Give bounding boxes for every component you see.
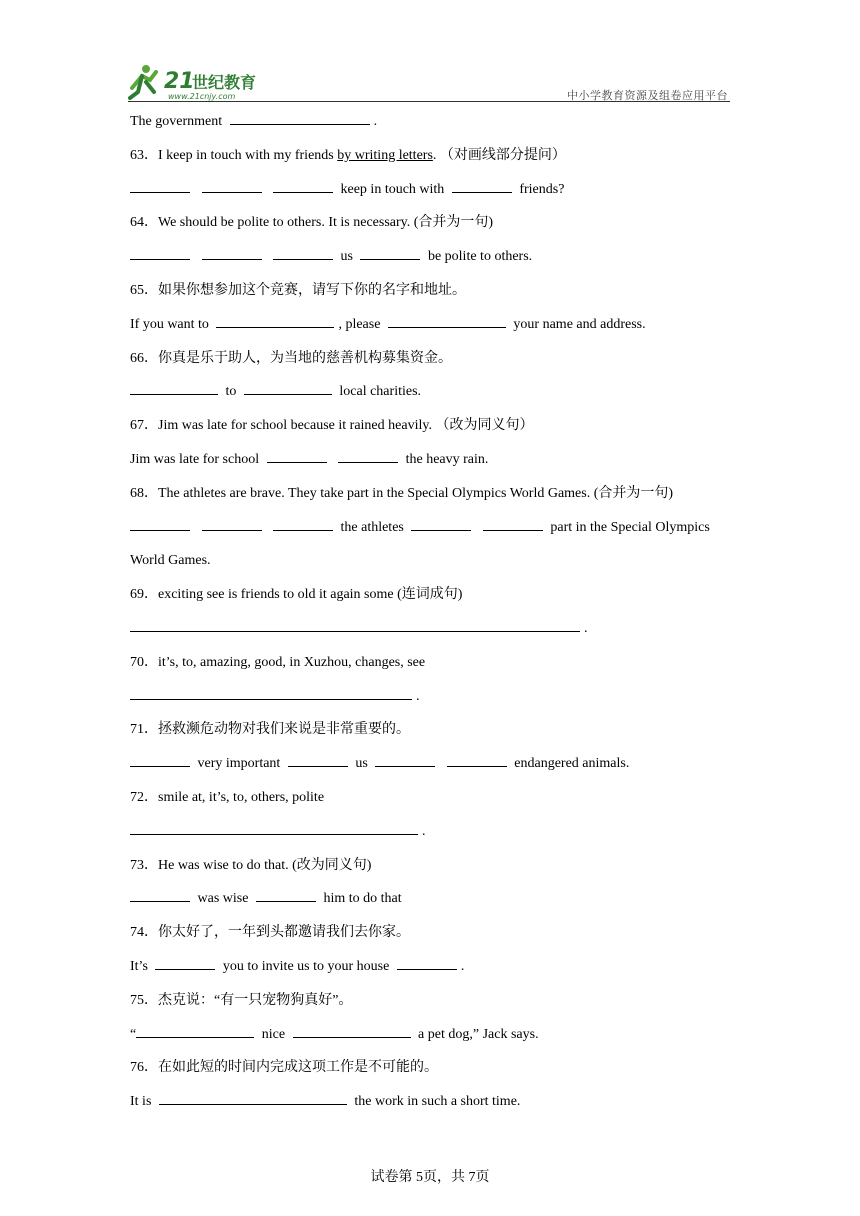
q64-answer-end: be polite to others.: [427, 249, 533, 265]
answer-blank[interactable]: [360, 245, 420, 260]
q74-answer-b: you to invite us to your house: [222, 958, 390, 974]
svg-text:www.21cnjy.com: www.21cnjy.com: [168, 92, 236, 101]
answer-blank[interactable]: [397, 955, 457, 970]
answer-blank[interactable]: [293, 1023, 411, 1038]
q73-answer-b: him to do that: [323, 891, 402, 907]
q63-question: [130, 143, 730, 177]
answer-blank[interactable]: [130, 820, 418, 835]
q66-answer-end: local charities.: [339, 384, 422, 400]
q74-answer-end: .: [460, 958, 465, 974]
answer-blank[interactable]: [130, 887, 190, 902]
q71-answer-us: us: [355, 756, 368, 772]
answer-blank[interactable]: [159, 1090, 347, 1105]
q62-suffix: .: [373, 114, 378, 129]
q65-answer-line: [130, 312, 730, 346]
q66-answer-line: [130, 379, 730, 413]
q65-answer-c: your name and address.: [513, 316, 646, 332]
answer-blank[interactable]: [230, 110, 370, 125]
q63-answer-end: friends?: [519, 181, 565, 197]
q65-answer-b: , please: [338, 316, 381, 332]
q68-answer-line: [130, 515, 730, 549]
answer-blank[interactable]: [130, 685, 412, 700]
answer-blank[interactable]: [273, 178, 333, 193]
q67-question: 67．Jim was late for school because it rained heavily. （改为同义句）: [130, 418, 534, 434]
q64-answer-line: [130, 244, 730, 278]
question-list: [130, 109, 730, 1123]
q71-answer-line: [130, 751, 730, 785]
answer-blank[interactable]: [452, 178, 512, 193]
q65-answer-a: If you want to: [130, 316, 209, 332]
q70-answer-line: [130, 684, 730, 718]
q68-answer-a: the athletes: [340, 519, 404, 535]
q67-answer-a: Jim was late for school: [130, 451, 260, 467]
answer-blank[interactable]: [202, 178, 262, 193]
q71-answer-a: very important: [197, 756, 281, 772]
q75-answer-end: a pet dog,” Jack says.: [418, 1026, 539, 1042]
q76-answer-line: [130, 1089, 730, 1123]
q76-answer-end: the work in such a short time.: [354, 1094, 521, 1110]
q66-answer-to: to: [225, 384, 237, 400]
q67-answer-line: [130, 447, 730, 481]
q75-answer-nice: nice: [261, 1026, 286, 1042]
q63-answer-text: keep in touch with: [340, 181, 445, 197]
q71-answer-end: endangered animals.: [514, 756, 630, 772]
q70-question: 70．it’s, to, amazing, good, in Xuzhou, changes, see: [130, 654, 426, 670]
page-header: [128, 62, 730, 104]
q74-question: 74．你太好了，一年到头都邀请我们去你家。: [130, 925, 410, 941]
q69-question: 69．exciting see is friends to old it again some (连词成句): [130, 587, 463, 603]
answer-blank[interactable]: [130, 752, 190, 767]
answer-blank[interactable]: [216, 313, 334, 328]
answer-blank[interactable]: [388, 313, 506, 328]
q62-prefix: The government: [130, 114, 223, 129]
answer-blank[interactable]: [202, 245, 262, 260]
q76-answer-a: It is: [130, 1094, 152, 1110]
q70-end: .: [416, 688, 420, 704]
q75-answer-line: [130, 1022, 730, 1056]
page-footer: 试卷第 5页，共 7页: [370, 1170, 490, 1185]
q74-answer-line: [130, 954, 730, 988]
q72-answer-line: [130, 819, 730, 853]
q73-answer-line: [130, 886, 730, 920]
answer-blank[interactable]: [130, 380, 218, 395]
answer-blank[interactable]: [256, 887, 316, 902]
q63-answer-line: [130, 177, 730, 211]
q65-question: 65．如果你想参加这个竞赛，请写下你的名字和地址。: [130, 282, 466, 298]
q75-open-quote: “: [130, 1026, 137, 1042]
svg-text:世纪教育: 世纪教育: [192, 73, 257, 92]
answer-blank[interactable]: [130, 617, 580, 632]
answer-blank[interactable]: [288, 752, 348, 767]
header-rule: [128, 101, 730, 102]
q68-answer-b: part in the Special Olympics: [550, 519, 710, 535]
answer-blank[interactable]: [411, 516, 471, 531]
platform-name: 中小学教育资源及组卷应用平台: [567, 89, 728, 102]
q69-answer-line: [130, 616, 730, 650]
q66-question: 66．你真是乐于助人，为当地的慈善机构募集资金。: [130, 350, 452, 366]
svg-text:21: 21: [164, 69, 195, 94]
q68-question: 68．The athletes are brave. They take part in the Special Olympics World Games. (合并为一句): [130, 485, 674, 501]
answer-blank[interactable]: [202, 516, 262, 531]
q64-question: 64．We should be polite to others. It is necessary. (合并为一句): [130, 215, 494, 231]
answer-blank[interactable]: [267, 448, 327, 463]
q63-instruction: . （对画线部分提问）: [432, 147, 566, 163]
q73-question: 73．He was wise to do that. (改为同义句): [130, 857, 372, 873]
answer-blank[interactable]: [155, 955, 215, 970]
answer-blank[interactable]: [130, 245, 190, 260]
answer-blank[interactable]: [244, 380, 332, 395]
answer-blank[interactable]: [273, 245, 333, 260]
q74-answer-a: It’s: [130, 958, 148, 974]
answer-blank[interactable]: [130, 516, 190, 531]
answer-blank[interactable]: [130, 178, 190, 193]
21cnjy-logo: [128, 62, 288, 102]
q63-underlined: by writing letters: [337, 147, 433, 163]
q64-answer-us: us: [340, 249, 353, 265]
q73-answer-a: was wise: [197, 891, 249, 907]
q72-question: 72．smile at, it’s, to, others, polite: [130, 789, 325, 805]
answer-blank[interactable]: [136, 1023, 254, 1038]
q69-end: .: [584, 620, 588, 636]
q63-text: I keep in touch with my friends: [158, 147, 338, 163]
answer-blank[interactable]: [483, 516, 543, 531]
q75-question: 75．杰克说：“有一只宠物狗真好”。: [130, 992, 353, 1008]
answer-blank[interactable]: [273, 516, 333, 531]
q72-end: .: [422, 823, 426, 839]
q68-answer-line-2: World Games.: [130, 553, 211, 569]
q67-answer-end: the heavy rain.: [405, 451, 489, 467]
answer-blank[interactable]: [447, 752, 507, 767]
answer-blank[interactable]: [375, 752, 435, 767]
q63-number: 63．: [130, 147, 158, 163]
q71-question: 71．拯救濒危动物对我们来说是非常重要的。: [130, 722, 410, 738]
answer-blank[interactable]: [338, 448, 398, 463]
q76-question: 76．在如此短的时间内完成这项工作是不可能的。: [130, 1060, 438, 1076]
q62-answer-line: [130, 109, 730, 143]
